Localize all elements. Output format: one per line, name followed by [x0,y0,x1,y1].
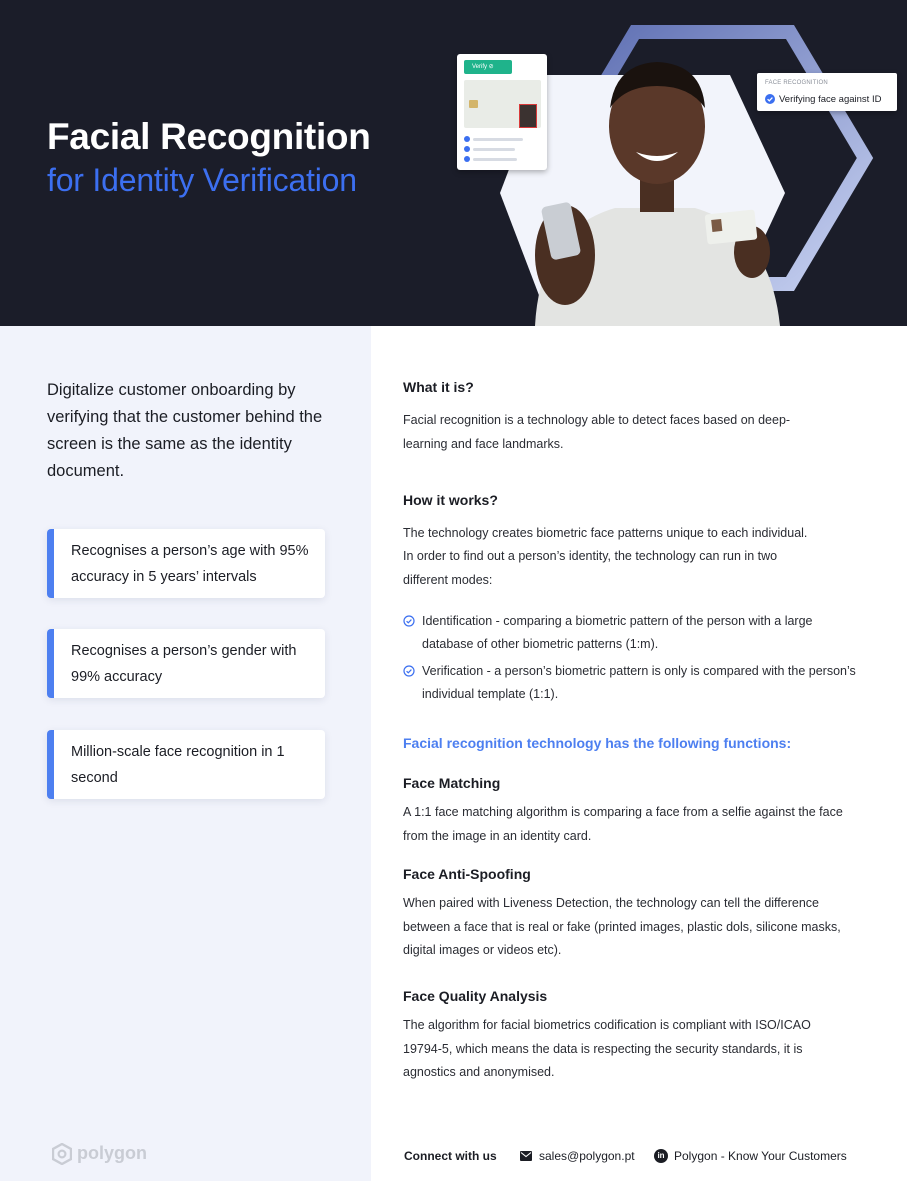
check-circle-icon [403,665,415,677]
mode-item [403,660,873,710]
intro-text: Digitalize customer onboarding by verifying that the customer behind the screen is the same as the identity document. [47,381,323,480]
face-recognition-tag [757,73,897,111]
connect-label: Connect with us [404,1149,497,1163]
check-icon [464,146,470,152]
id-verify-card [457,54,547,170]
function-body-wrap [403,1014,843,1085]
function-item [403,988,873,1004]
email-link[interactable]: sales@polygon.pt [539,1149,635,1163]
face-tag-title: FACE RECOGNITION [765,80,828,86]
section-body: The technology creates biometric face patterns unique to each individual. [403,526,808,540]
mode-text: Verification - a person’s biometric pattern is only is compared with the person’s individual template (1:1). [422,664,856,701]
stat-text: Million-scale face recognition in 1 second [71,744,285,786]
what-body-wrap [403,409,833,456]
what-section [403,379,873,395]
id-document-image [464,80,541,128]
section-heading: How it works? [403,492,498,508]
functions-heading: Facial recognition technology has the following functions: [403,735,792,751]
function-item [403,866,873,882]
stat-card [47,629,325,698]
check-circle-icon [403,615,415,627]
polygon-logo-icon [52,1143,72,1165]
stat-text: Recognises a person’s age with 95% accuracy in 5 years’ intervals [71,543,309,585]
function-body: When paired with Liveness Detection, the technology can tell the difference between a face that is real or fake (printed images, plastic dols, silicone masks, digital images or videos etc). [403,896,841,957]
function-body-wrap [403,801,868,848]
stat-text: Recognises a person’s gender with 99% accuracy [71,643,297,685]
functions-section [403,735,873,751]
mode-item [403,610,873,660]
check-icon [464,136,470,142]
check-icon [464,156,470,162]
stat-card [47,529,325,598]
logo-wordmark: polygon [77,1143,147,1163]
how-body-wrap [403,545,823,592]
mode-text: Identification - comparing a biometric pattern of the person with a large database of other biometric patterns (1:m). [422,614,813,651]
page-subtitle: for Identity Verification [47,162,357,198]
mail-icon [520,1151,532,1161]
function-title: Face Anti-Spoofing [403,866,531,882]
function-title: Face Matching [403,775,501,791]
linkedin-link[interactable]: Polygon - Know Your Customers [674,1149,847,1163]
function-title: Face Quality Analysis [403,988,548,1004]
hero-banner [0,0,907,326]
verify-badge: Verify ⊘ [464,60,512,74]
function-body: A 1:1 face matching algorithm is comparing a face from a selfie against the face from the image in an identity card. [403,805,843,843]
how-body-wrap [403,522,873,546]
how-section [403,492,873,508]
face-tag-text: Verifying face against ID [779,94,882,105]
section-heading: What it is? [403,379,474,395]
chip-icon [469,100,478,108]
page-title: Facial Recognition [47,116,371,157]
section-body: In order to find out a person’s identity, the technology can run in two different modes: [403,549,778,587]
function-item [403,775,873,791]
linkedin-icon[interactable]: in [654,1149,668,1163]
stat-card [47,730,325,799]
id-photo [519,104,537,128]
section-body: Facial recognition is a technology able to detect faces based on deep-learning and face landmarks. [403,413,791,451]
function-body: The algorithm for facial biometrics codification is compliant with ISO/ICAO 19794-5, which means the data is respecting the security standards, it is agnostics and anonymised. [403,1018,811,1079]
function-body-wrap [403,892,868,963]
check-circle-icon [765,94,775,104]
